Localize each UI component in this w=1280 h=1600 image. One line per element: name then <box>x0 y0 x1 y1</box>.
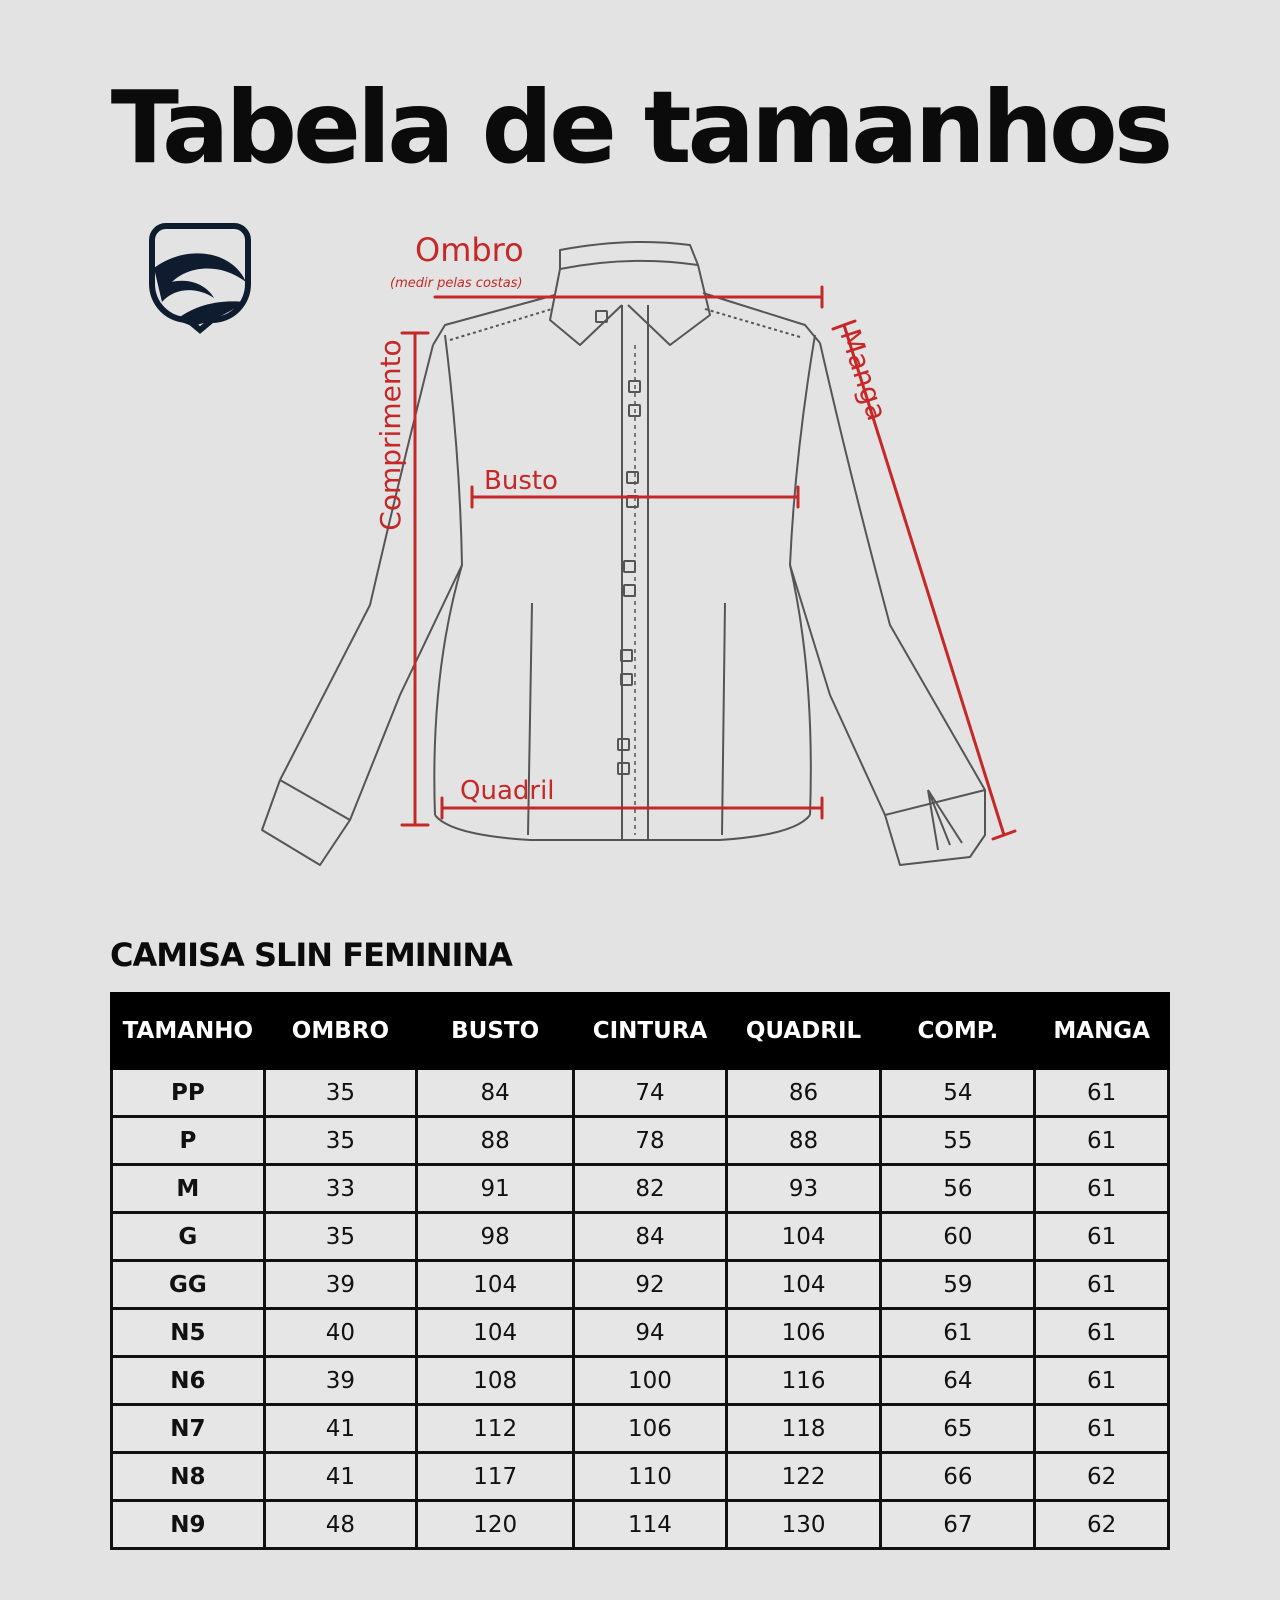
table-row <box>112 1405 1169 1453</box>
cell-size: PP <box>112 1069 265 1117</box>
cell-quadril: 93 <box>726 1165 881 1213</box>
cell-quadril: 106 <box>726 1309 881 1357</box>
ombro-note: (medir pelas costas) <box>390 276 523 291</box>
cell-cintura: 82 <box>574 1165 727 1213</box>
table-title: CAMISA SLIN FEMININA <box>110 936 512 974</box>
table-row <box>112 1213 1169 1261</box>
cell-quadril: 118 <box>726 1405 881 1453</box>
quadril-label: Quadril <box>460 776 555 806</box>
cell-ombro: 35 <box>264 1117 416 1165</box>
cell-comp: 55 <box>881 1117 1035 1165</box>
cell-size: N5 <box>112 1309 265 1357</box>
cell-ombro: 40 <box>264 1309 416 1357</box>
cell-busto: 98 <box>417 1213 574 1261</box>
size-table-body <box>112 1069 1169 1549</box>
header-ombro: OMBRO <box>264 994 416 1069</box>
cell-cintura: 78 <box>574 1117 727 1165</box>
cell-busto: 91 <box>417 1165 574 1213</box>
cell-busto: 104 <box>417 1261 574 1309</box>
cell-size: N6 <box>112 1357 265 1405</box>
cell-ombro: 35 <box>264 1069 416 1117</box>
cell-busto: 84 <box>417 1069 574 1117</box>
cell-ombro: 41 <box>264 1453 416 1501</box>
cell-size: GG <box>112 1261 265 1309</box>
cell-manga: 62 <box>1035 1501 1169 1549</box>
cell-quadril: 104 <box>726 1213 881 1261</box>
shirt-icon <box>250 225 1050 900</box>
busto-label: Busto <box>484 466 558 496</box>
cell-manga: 61 <box>1035 1213 1169 1261</box>
cell-manga: 61 <box>1035 1117 1169 1165</box>
size-table <box>110 992 1170 1550</box>
cell-comp: 65 <box>881 1405 1035 1453</box>
cell-size: N7 <box>112 1405 265 1453</box>
table-row <box>112 1501 1169 1549</box>
cell-busto: 108 <box>417 1357 574 1405</box>
cell-manga: 61 <box>1035 1405 1169 1453</box>
cell-busto: 117 <box>417 1453 574 1501</box>
cell-manga: 61 <box>1035 1069 1169 1117</box>
header-tamanho: TAMANHO <box>112 994 265 1069</box>
cell-manga: 61 <box>1035 1309 1169 1357</box>
page-title: Tabela de tamanhos <box>110 69 1170 186</box>
header-busto: BUSTO <box>417 994 574 1069</box>
cell-quadril: 104 <box>726 1261 881 1309</box>
cell-comp: 64 <box>881 1357 1035 1405</box>
header-manga: MANGA <box>1035 994 1169 1069</box>
cell-comp: 66 <box>881 1453 1035 1501</box>
cell-comp: 54 <box>881 1069 1035 1117</box>
cell-size: M <box>112 1165 265 1213</box>
cell-size: N8 <box>112 1453 265 1501</box>
cell-comp: 61 <box>881 1309 1035 1357</box>
table-row <box>112 1117 1169 1165</box>
comprimento-label: Comprimento <box>374 339 407 531</box>
cell-cintura: 100 <box>574 1357 727 1405</box>
cell-manga: 62 <box>1035 1453 1169 1501</box>
cell-quadril: 130 <box>726 1501 881 1549</box>
header-cintura: CINTURA <box>574 994 727 1069</box>
cell-cintura: 94 <box>574 1309 727 1357</box>
cell-size: N9 <box>112 1501 265 1549</box>
cell-quadril: 88 <box>726 1117 881 1165</box>
cell-ombro: 33 <box>264 1165 416 1213</box>
cell-cintura: 84 <box>574 1213 727 1261</box>
cell-comp: 60 <box>881 1213 1035 1261</box>
header-comp: COMP. <box>881 994 1035 1069</box>
cell-busto: 112 <box>417 1405 574 1453</box>
cell-cintura: 110 <box>574 1453 727 1501</box>
table-row <box>112 1309 1169 1357</box>
table-row <box>112 1357 1169 1405</box>
cell-ombro: 48 <box>264 1501 416 1549</box>
cell-quadril: 122 <box>726 1453 881 1501</box>
ombro-label: Ombro <box>415 231 524 269</box>
cell-manga: 61 <box>1035 1165 1169 1213</box>
cell-cintura: 114 <box>574 1501 727 1549</box>
cell-cintura: 106 <box>574 1405 727 1453</box>
cell-size: P <box>112 1117 265 1165</box>
cell-quadril: 86 <box>726 1069 881 1117</box>
cell-comp: 59 <box>881 1261 1035 1309</box>
cell-cintura: 92 <box>574 1261 727 1309</box>
cell-busto: 88 <box>417 1117 574 1165</box>
cell-quadril: 116 <box>726 1357 881 1405</box>
wave-shield-icon <box>148 222 252 336</box>
cell-busto: 120 <box>417 1501 574 1549</box>
cell-ombro: 39 <box>264 1357 416 1405</box>
table-row <box>112 1261 1169 1309</box>
cell-comp: 56 <box>881 1165 1035 1213</box>
cell-manga: 61 <box>1035 1357 1169 1405</box>
cell-cintura: 74 <box>574 1069 727 1117</box>
cell-busto: 104 <box>417 1309 574 1357</box>
cell-manga: 61 <box>1035 1261 1169 1309</box>
table-row <box>112 1165 1169 1213</box>
cell-ombro: 41 <box>264 1405 416 1453</box>
cell-ombro: 35 <box>264 1213 416 1261</box>
table-row <box>112 1453 1169 1501</box>
cell-size: G <box>112 1213 265 1261</box>
table-row <box>112 1069 1169 1117</box>
cell-ombro: 39 <box>264 1261 416 1309</box>
cell-comp: 67 <box>881 1501 1035 1549</box>
header-quadril: QUADRIL <box>726 994 881 1069</box>
manga-label: Manga <box>833 324 894 425</box>
table-header-row <box>112 994 1169 1069</box>
